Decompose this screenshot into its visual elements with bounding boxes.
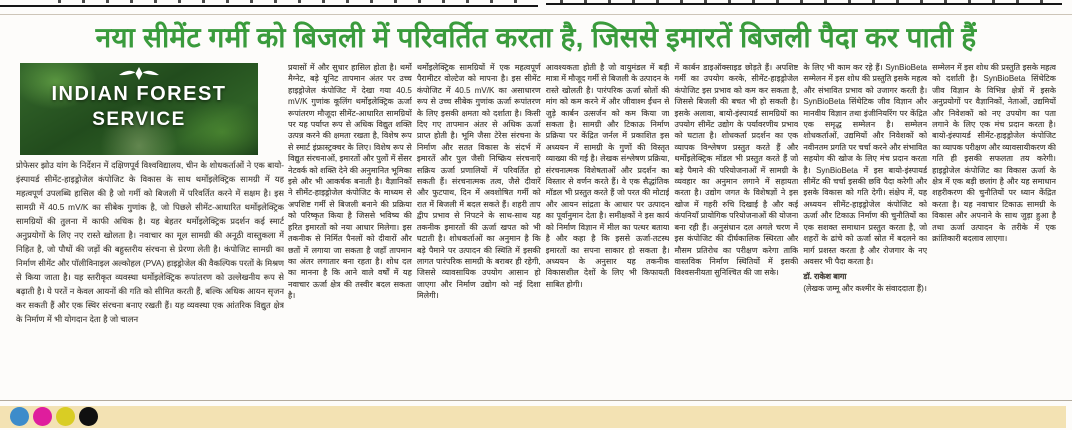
forest-service-emblem-icon bbox=[117, 66, 161, 81]
article-photo bbox=[20, 63, 258, 155]
author-name: डॉ. राकेश बागा bbox=[803, 272, 847, 282]
article-column-4: थर्मोइलेक्ट्रिक सामग्रियों में एक महत्वपूर्ण पैरामीटर वोल्टेज को मापना है। इस सीमेंट कंपोजिट में 40.5 mV/K का असाधारण रूप से उच्च सीबेक गुणांक ऊर्जा रूपांतरण के लिए इसकी क्षमता को दर्शाता है। किसी दिए गए तापमान अंतर से अधिक ऊर्जा प्राप्त होती है। भूमि जैसा टेरेस संरचना के निर्माण और सतत विकास के संदर्भ में इमारतें और पुल जैसी निष्क्रिय संरचनाएँ सक्रिय ऊर्जा प्रणालियों में परिवर्तित हो सकती हैं। संरचनात्मक तत्व, जैसे दीवारें और फुटपाथ, दिन में अवशोषित गर्मी को रात में बिजली में बदल सकते हैं। शहरी ताप द्वीप प्रभाव से निपटने के साथ-साथ यह तकनीक इमारतों की ऊर्जा खपत को भी घटाती है। शोधकर्ताओं का अनुमान है कि बड़े पैमाने पर उत्पादन की स्थिति में इसकी लागत पारंपरिक सामग्री के बराबर ही रहेगी, जिससे व्यावसायिक उपयोग आसान हो जाएगा और निर्माण उद्योग को नई दिशा मिलेगी। bbox=[416, 63, 541, 301]
registration-dot-black bbox=[79, 407, 98, 426]
footer-color-bar bbox=[0, 406, 1066, 428]
article-column-7-text: के लिए भी काम कर रहे हैं। SynBioBeta सम्मेलन में इस शोध की प्रस्तुति इसके महत्व और संभावित प्रभाव को उजागर करती है। SynBioBeta सिंथेटिक जीव विज्ञान और मानवीय विज्ञान तथा इंजीनियरिंग पर केंद्रित एक समृद्ध सम्मेलन है। सम्मेलन शोधकर्ताओं, उद्यमियों और निवेशकों को नवीनतम प्रगति पर चर्चा करने और संभावित सहयोग की खोज के लिए मंच प्रदान करता है। SynBioBeta में इस बायो-इंस्पायर्ड सीमेंट की चर्चा इसकी छवि पैदा करेगी और इसके विकास को गति देगी। संक्षेप में, यह अध्ययन सीमेंट-हाइड्रोजेल कंपोजिट को ऊर्जा और टिकाऊ निर्माण की चुनौतियों का एक सशक्त समाधान प्रस्तुत करता है, जो शहरों के ढांचे को ऊर्जा स्रोत में बदलने का मार्ग प्रशस्त करता है और रोजगार के नए अवसर भी पैदा करता है। bbox=[803, 63, 928, 266]
headline: नया सीमेंट गर्मी को बिजली में परिवर्तित करता है, जिससे इमारतें बिजली पैदा कर पाती हैं bbox=[95, 22, 977, 53]
footer-divider bbox=[0, 400, 1072, 401]
photo-title-line2: SERVICE bbox=[92, 109, 186, 130]
header-divider bbox=[0, 14, 1072, 15]
article-column-6: में कार्बन डाइऑक्साइड छोड़ते हैं। अपशिष्ट गर्मी का उपयोग करके, सीमेंट-हाइड्रोजेल कंपोजिट इस प्रभाव को कम कर सकता है, जिससे बिजली की बचत भी हो सकती है। इसके अलावा, बायो-इंस्पायर्ड सामग्रियों का उपयोग सीमेंट उद्योग के पर्यावरणीय प्रभाव को घटाता है। शोधकर्ता प्रदर्शन का एक व्यापक विश्लेषण प्रस्तुत करते हैं और थर्मोइलेक्ट्रिक मॉडल भी प्रस्तुत करते हैं जो बड़े पैमाने की परियोजनाओं में सामग्री के व्यवहार का अनुमान लगाने में सहायता करता है। उद्योग जगत के विशेषज्ञों ने इस खोज में गहरी रुचि दिखाई है और कई कंपनियाँ प्रायोगिक परियोजनाओं की योजना बना रही हैं। अनुसंधान दल अगले चरण में इस कंपोजिट की दीर्घकालिक स्थिरता और मौसम प्रतिरोध का परीक्षण करेगा ताकि वास्तविक निर्माण स्थितियों में इसकी विश्वसनीयता सुनिश्चित की जा सके। bbox=[674, 63, 799, 278]
cropped-masthead-text-left bbox=[58, 0, 518, 3]
article-column-3: प्रयासों में और सुधार हासिल होता है। थर्मो मैग्नेट, बड़े यूनिट तापमान अंतर पर उच्च हाइड्रोजेल कंपोजिट में देखा गया 40.5 mV/K गुणांक कूलिंग थर्मोइलेक्ट्रिक ऊर्जा रूपांतरण मौजूदा सीमेंट-आधारित सामग्रियों पर यह पर्याप्त रूप से अधिक विद्युत शक्ति उत्पन्न करने की क्षमता रखता है, विशेष रूप से स्मार्ट इंफ्रास्ट्रक्चर के लिए। विशेष रूप से विद्युत संरचनाओं, इमारतों और पुलों में सेंसर नेटवर्क को शक्ति देने की अनुमानित भूमिका इसे और भी आकर्षक बनाती है। वैज्ञानिकों ने सीमेंट-हाइड्रोजेल कंपोजिट के माध्यम से अपशिष्ट गर्मी से बिजली बनाने की प्रक्रिया को परिष्कृत किया है जिससे भविष्य की हरित इमारतों को नया आधार मिलेगा। इस तकनीक से निर्मित पैनलों को दीवारों और छतों में लगाया जा सकता है जहाँ तापमान का अंतर लगातार बना रहता है। शोध दल का मानना है कि आने वाले वर्षों में यह नवाचार ऊर्जा क्षेत्र की तस्वीर बदल सकता है। bbox=[288, 63, 412, 301]
author-credit: (लेखक जम्मू और कश्मीर के संवाददाता हैं)। bbox=[803, 283, 927, 293]
article-column-8-text: सम्मेलन में इस शोध की प्रस्तुति इसके महत्व को दर्शाती है। SynBioBeta सिंथेटिक जीव विज्ञान के विभिन्न क्षेत्रों में इसके अनुप्रयोगों पर वैज्ञानिकों, नेताओं, उद्यमियों और निवेशकों को नए उपयोग का पता लगाने के लिए एक मंच प्रदान करता है। बायो-इंस्पायर्ड सीमेंट-हाइड्रोजेल कंपोजिट का व्यापक परीक्षण और व्यावसायीकरण की गति ही इसकी सफलता तय करेगी। हाइड्रोजेल कंपोजिट का विकास ऊर्जा के क्षेत्र में एक बड़ी छलांग है और यह समाधान शहरीकरण की चुनौतियों पर ध्यान केंद्रित करता है। यह नवाचार टिकाऊ सामग्री के विकास और अपनाने के साथ जुड़ा हुआ है तथा ऊर्जा उत्पादन के तरीके में एक क्रांतिकारी बदलाव लाएगा। bbox=[932, 63, 1056, 244]
article-column-5: आवश्यकता होती है जो वायुमंडल में बड़ी मात्रा में मौजूद गर्मी से बिजली के उत्पादन के रास्ते खोलती है। पारंपरिक ऊर्जा स्रोतों की मांग को कम करने में और जीवाश्म ईंधन से जुड़े कार्बन उत्सर्जन को कम किया जा सकता है। सामग्री और टिकाऊ निर्माण प्रक्रिया पर केंद्रित जर्नल में प्रकाशित इस अध्ययन में सामग्री के गुणों की विस्तृत व्याख्या की गई है। लेखक संश्लेषण प्रक्रिया, संरचनात्मक विशेषताओं और प्रदर्शन का विस्तार से वर्णन करते हैं। वे एक सैद्धांतिक मॉडल भी प्रस्तुत करते हैं जो परत की मोटाई और आयन सांद्रता के आधार पर उत्पादन का पूर्वानुमान देता है। समीक्षकों ने इस कार्य को निर्माण विज्ञान में मील का पत्थर बताया है और कहा है कि इससे ऊर्जा-तटस्थ इमारतों का सपना साकार हो सकता है। अध्ययन के अनुसार यह तकनीक विकासशील देशों के लिए भी किफायती साबित होगी। bbox=[545, 63, 670, 289]
registration-dot-cyan bbox=[10, 407, 29, 426]
masthead-rule-right bbox=[546, 3, 1062, 5]
photo-title-line1: INDIAN FOREST bbox=[51, 83, 227, 105]
masthead-rule-left bbox=[0, 5, 538, 7]
registration-dot-yellow bbox=[56, 407, 75, 426]
article-column-7 bbox=[803, 62, 927, 396]
registration-dot-magenta bbox=[33, 407, 52, 426]
article-columns bbox=[288, 62, 1056, 396]
article-lead-text: प्रोफेसर झोउ यांग के निर्देशन में दक्षिणपूर्व विश्वविद्यालय, चीन के शोधकर्ताओं ने एक बायो-इंस्पायर्ड सीमेंट-हाइड्रोजेल कंपोजिट के विकास के साथ थर्मोइलेक्ट्रिक सामग्री में यह महत्वपूर्ण उपलब्धि हासिल की है जो गर्मी को बिजली में परिवर्तित करने में सक्षम है। इस सामग्री में 40.5 mV/K का सीबेक गुणांक है, जो पिछले सीमेंट-आधारित थर्मोइलेक्ट्रिक सामग्रियों की तुलना में काफी अधिक है। यह बेहतर थर्मोइलेक्ट्रिक प्रदर्शन कई स्मार्ट अनुप्रयोगों के लिए नए रास्ते खोलता है। नवाचार का मूल सामग्री की अनूठी वास्तुकला में निहित है, जो पौधों की जड़ों की बहुस्तरीय संरचना से प्रेरणा लेती है। कंपोजिट सामग्री का निर्माण सीमेंट और पॉलीविनाइल अल्कोहल (PVA) हाइड्रोजेल की वैकल्पिक परतों के मिश्रण से किया जाता है। यह स्तरीकृत व्यवस्था थर्मोइलेक्ट्रिक रूपांतरण को उल्लेखनीय रूप से बढ़ाती है। ये परतें न केवल आयनों की गति को सीमित करती हैं, बल्कि अधिक आयन सृजन कर सकती हैं और एक स्थिर संरचना बनाए रखती हैं। यह व्यवस्था एक आंतरिक विद्युत क्षेत्र के निर्माण में भी योगदान देता है जो चालन bbox=[16, 160, 284, 324]
article-column-8 bbox=[932, 62, 1056, 396]
